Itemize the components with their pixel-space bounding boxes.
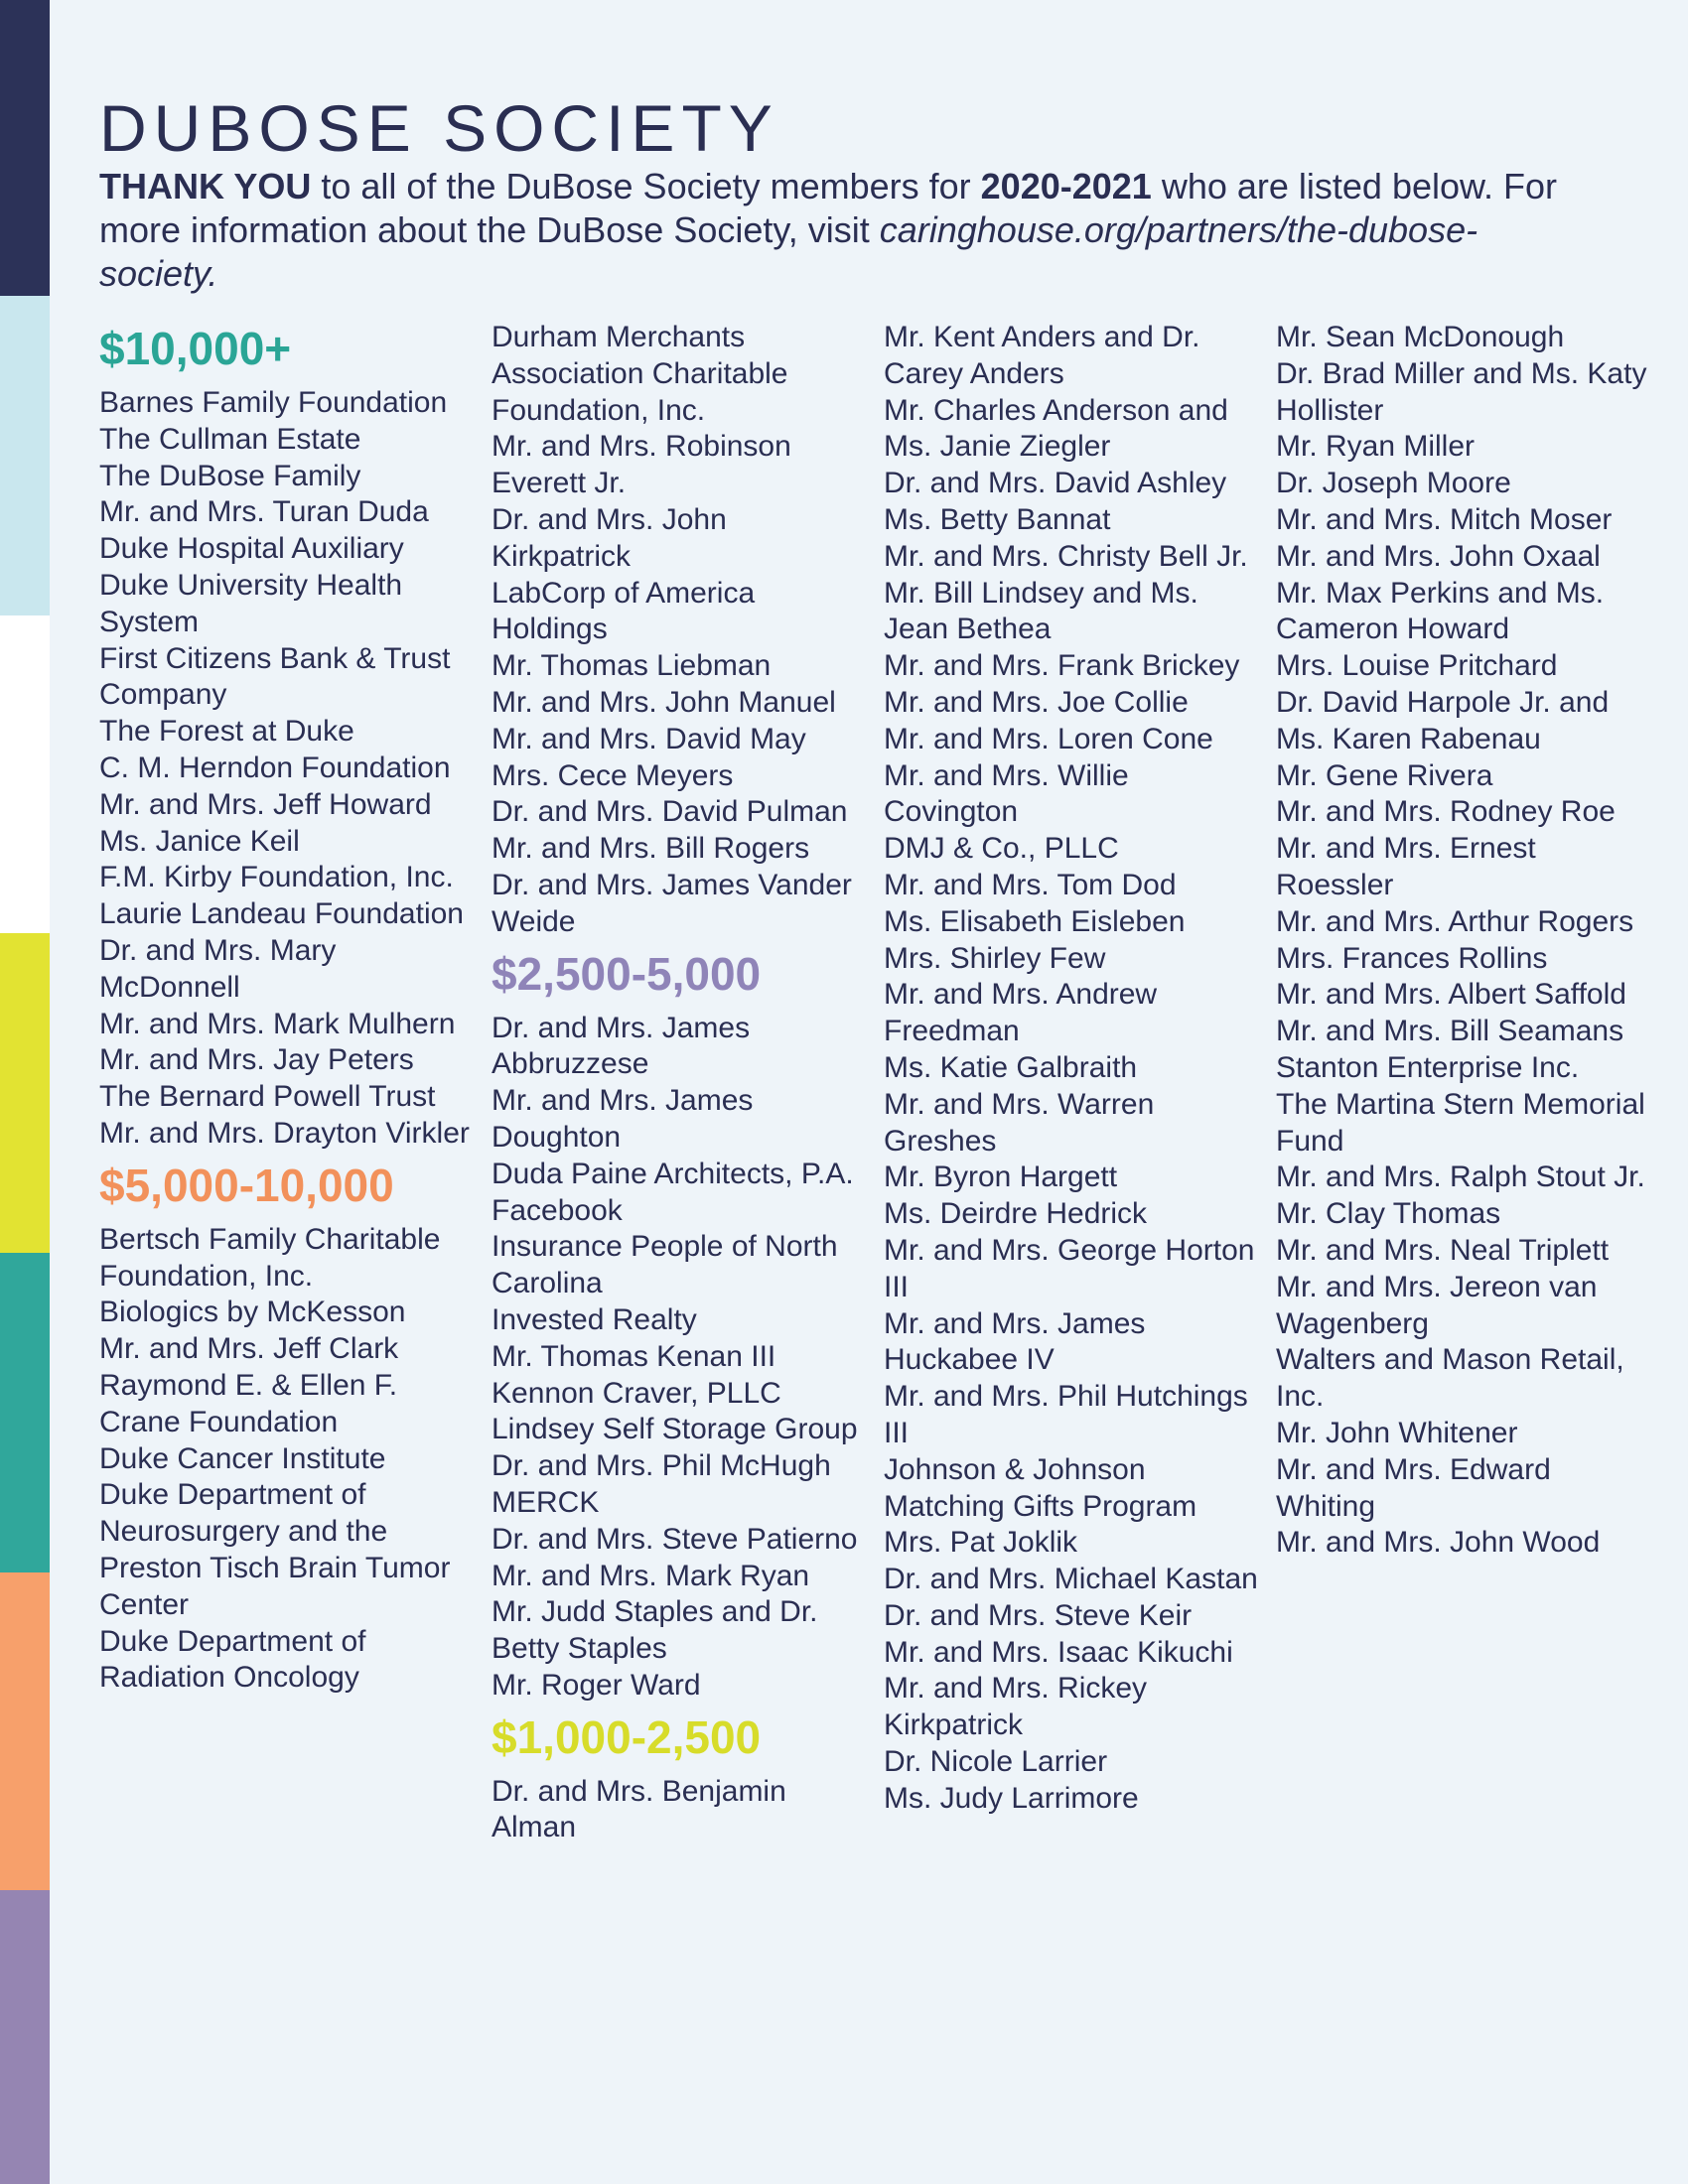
donor-name: Laurie Landeau Foundation	[99, 897, 464, 931]
donor-name: Mr. John Whitener	[1276, 1416, 1518, 1449]
donor-list-5000-col1	[99, 1222, 477, 1697]
donor-columns	[0, 320, 1688, 2126]
donor-column-2	[492, 320, 869, 1846]
donor-name: Mr. and Mrs. Jereon van Wagenberg	[1276, 1270, 1598, 1340]
donor-name: Mr. and Mrs. Warren Greshes	[884, 1087, 1155, 1158]
donor-name: Mr. and Mrs. Tom Dod	[884, 868, 1177, 901]
donor-name: Mr. Gene Rivera	[1276, 758, 1493, 792]
donor-name: Lindsey Self Storage Group	[492, 1413, 858, 1446]
donor-name: Stanton Enterprise Inc.	[1276, 1050, 1580, 1084]
donor-name: Mr. and Mrs. John Manuel	[492, 685, 836, 719]
donor-name: Facebook	[492, 1193, 623, 1227]
donor-name: Duke University Health System	[99, 568, 403, 638]
donor-name: Dr. Brad Miller and Ms. Katy Hollister	[1276, 356, 1647, 427]
donor-name: Mr. and Mrs. Bill Seamans	[1276, 1015, 1624, 1048]
donor-name: Mr. and Mrs. James Huckabee IV	[884, 1306, 1146, 1377]
donor-name: Mr. and Mrs. Robinson Everett Jr.	[492, 430, 791, 500]
color-bar-segment-navy	[0, 0, 50, 296]
donor-name: Mr. and Mrs. Rodney Roe	[1276, 795, 1616, 829]
donor-name: Mr. and Mrs. Mark Ryan	[492, 1559, 810, 1592]
donor-name: Mr. Thomas Liebman	[492, 649, 772, 683]
donor-name: Mr. and Mrs. Willie Covington	[884, 758, 1129, 829]
intro-text-2: who are listed below. For more information about the DuBose Society, visit	[99, 166, 1558, 250]
donor-name: Duke Cancer Institute	[99, 1441, 386, 1475]
donor-list-1000-col4	[1276, 320, 1653, 1562]
donor-name: Mr. and Mrs. Neal Triplett	[1276, 1233, 1610, 1267]
donor-name: Mr. and Mrs. Ralph Stout Jr.	[1276, 1160, 1645, 1194]
donor-name: Durham Merchants Association Charitable Foundation, Inc.	[492, 321, 788, 427]
donor-name: Dr. Nicole Larrier	[884, 1745, 1108, 1779]
donor-name: Ms. Janice Keil	[99, 824, 300, 858]
donor-name: Mr. and Mrs. Christy Bell Jr.	[884, 539, 1248, 573]
donor-name: Insurance People of North Carolina	[492, 1230, 838, 1300]
donor-name: Mr. and Mrs. Arthur Rogers	[1276, 904, 1634, 938]
donor-name: Mrs. Pat Joklik	[884, 1526, 1078, 1560]
donor-name: Ms. Betty Bannat	[884, 502, 1111, 536]
donor-name: Mr. Byron Hargett	[884, 1160, 1118, 1194]
donor-name: Mr. Sean McDonough	[1276, 321, 1565, 353]
donor-name: Dr. and Mrs. Benjamin Alman	[492, 1774, 786, 1844]
donor-column-3	[884, 320, 1261, 1818]
donor-name: Mr. Roger Ward	[492, 1668, 701, 1702]
donor-name: Mr. Thomas Kenan III	[492, 1339, 776, 1373]
donor-name: Mr. and Mrs. John Oxaal	[1276, 539, 1601, 573]
donor-name: Mr. and Mrs. Albert Saffold	[1276, 978, 1626, 1012]
donor-name: LabCorp of America Holdings	[492, 576, 756, 646]
donor-name: Mr. and Mrs. Mark Mulhern	[99, 1007, 456, 1040]
tier-heading-5000: $5,000-10,000	[99, 1159, 394, 1211]
donor-name: Barnes Family Foundation	[99, 386, 448, 419]
donor-name: Invested Realty	[492, 1302, 697, 1336]
intro-paragraph	[99, 165, 1569, 296]
donor-name: Dr. and Mrs. David Pulman	[492, 795, 848, 829]
donor-name: Dr. and Mrs. David Ashley	[884, 467, 1227, 500]
donor-name: Mr. Kent Anders and Dr. Carey Anders	[884, 321, 1200, 390]
donor-name: Mr. and Mrs. Mitch Moser	[1276, 502, 1613, 536]
donor-name: Mr. Charles Anderson and Ms. Janie Ziegler	[884, 393, 1228, 464]
donor-name: Mr. and Mrs. Edward Whiting	[1276, 1452, 1551, 1523]
donor-name: Ms. Katie Galbraith	[884, 1050, 1138, 1084]
donor-name: Mr. and Mrs. Jay Peters	[99, 1043, 414, 1077]
donor-name: Mr. and Mrs. Loren Cone	[884, 722, 1213, 755]
donor-name: Mr. and Mrs. Ernest Roessler	[1276, 832, 1536, 901]
donor-name: Duda Paine Architects, P.A.	[492, 1157, 854, 1190]
tier-heading-10000: $10,000+	[99, 323, 292, 374]
donor-name: Mr. and Mrs. Isaac Kikuchi	[884, 1635, 1233, 1669]
donor-name: Ms. Elisabeth Eisleben	[884, 904, 1186, 938]
tier-heading-2500: $2,500-5,000	[492, 947, 762, 1000]
donor-column-4	[1276, 320, 1653, 1562]
donor-name: The Martina Stern Memorial Fund	[1276, 1087, 1645, 1158]
donor-name: Mr. Ryan Miller	[1276, 430, 1476, 464]
donor-name: Mrs. Shirley Few	[884, 941, 1106, 975]
donor-name: Dr. and Mrs. Michael Kastan	[884, 1563, 1258, 1596]
donor-name: Dr. and Mrs. Phil McHugh	[492, 1449, 831, 1483]
donor-name: Dr. and Mrs. Mary McDonnell	[99, 933, 337, 1004]
donor-name: Duke Hospital Auxiliary	[99, 532, 404, 566]
page-title: DUBOSE SOCIETY	[99, 91, 779, 165]
donor-name: F.M. Kirby Foundation, Inc.	[99, 861, 454, 894]
donor-name: Mrs. Frances Rollins	[1276, 941, 1548, 975]
donor-name: Mr. and Mrs. Frank Brickey	[884, 649, 1240, 683]
intro-thank-you: THANK YOU	[99, 166, 312, 206]
donor-name: The Bernard Powell Trust	[99, 1080, 436, 1114]
donor-name: Mr. and Mrs. Phil Hutchings III	[884, 1380, 1248, 1449]
donor-name: Mr. Judd Staples and Dr. Betty Staples	[492, 1595, 818, 1666]
donor-name: Mr. and Mrs. Turan Duda	[99, 495, 429, 529]
donor-name: Dr. and Mrs. Steve Keir	[884, 1598, 1193, 1632]
donor-name: Mr. and Mrs. George Horton III	[884, 1233, 1255, 1303]
donor-name: Raymond E. & Ellen F. Crane Foundation	[99, 1368, 398, 1438]
donor-name: The Forest at Duke	[99, 715, 354, 749]
intro-url: caringhouse.org/partners/the-dubose-society.	[99, 209, 1478, 294]
intro-year: 2020-2021	[980, 166, 1152, 206]
donor-name: MERCK	[492, 1485, 600, 1519]
donor-name: Kennon Craver, PLLC	[492, 1376, 781, 1410]
donor-list-5000-col2	[492, 320, 869, 941]
donor-name: Mr. and Mrs. Joe Collie	[884, 685, 1189, 719]
intro-text-1: to all of the DuBose Society members for	[311, 166, 981, 206]
donor-name: Mr. and Mrs. Rickey Kirkpatrick	[884, 1672, 1148, 1742]
donor-name: Mr. and Mrs. Bill Rogers	[492, 832, 810, 866]
donor-list-1000-col2	[492, 1774, 869, 1847]
donor-name: Mr. and Mrs. John Wood	[1276, 1526, 1601, 1560]
donor-name: Mr. and Mrs. David May	[492, 722, 806, 755]
donor-name: Dr. and Mrs. James Vander Weide	[492, 868, 852, 938]
donor-name: Mr. and Mrs. James Doughton	[492, 1084, 754, 1154]
donor-name: Duke Department of Radiation Oncology	[99, 1624, 366, 1695]
donor-name: Dr. and Mrs. James Abbruzzese	[492, 1011, 751, 1081]
donor-name: Mr. Bill Lindsey and Ms. Jean Bethea	[884, 576, 1198, 646]
donor-name: Mr. and Mrs. Andrew Freedman	[884, 978, 1158, 1048]
donor-name: Ms. Judy Larrimore	[884, 1781, 1139, 1815]
donor-name: First Citizens Bank & Trust Company	[99, 641, 451, 712]
donor-name: DMJ & Co., PLLC	[884, 832, 1119, 866]
donor-name: The DuBose Family	[99, 459, 361, 492]
donor-name: Duke Department of Neurosurgery and the Preston Tisch Brain Tumor Center	[99, 1478, 451, 1621]
donor-list-2500	[492, 1011, 869, 1705]
donor-name: Ms. Deirdre Hedrick	[884, 1197, 1148, 1231]
donor-name: Dr. David Harpole Jr. and Ms. Karen Rabenau	[1276, 685, 1610, 755]
donor-name: Johnson & Johnson Matching Gifts Program	[884, 1452, 1197, 1523]
donor-name: C. M. Herndon Foundation	[99, 751, 451, 784]
donor-name: Mr. Max Perkins and Ms. Cameron Howard	[1276, 576, 1605, 646]
donor-name: Mrs. Louise Pritchard	[1276, 649, 1558, 683]
donor-name: Mrs. Cece Meyers	[492, 758, 734, 792]
donor-column-1	[99, 320, 477, 1697]
donor-list-10000	[99, 385, 477, 1153]
donor-name: Mr. and Mrs. Jeff Howard	[99, 787, 432, 821]
donor-name: Walters and Mason Retail, Inc.	[1276, 1343, 1624, 1414]
tier-heading-1000: $1,000-2,500	[492, 1710, 762, 1763]
donor-list-1000-col3	[884, 320, 1261, 1818]
donor-name: Biologics by McKesson	[99, 1296, 406, 1329]
donor-name: Mr. and Mrs. Jeff Clark	[99, 1332, 399, 1366]
donor-name: Dr. Joseph Moore	[1276, 467, 1511, 500]
donor-name: Mr. Clay Thomas	[1276, 1197, 1501, 1231]
donor-name: Bertsch Family Charitable Foundation, Inc.	[99, 1222, 441, 1293]
donor-name: The Cullman Estate	[99, 422, 361, 456]
donor-name: Dr. and Mrs. John Kirkpatrick	[492, 502, 727, 573]
donor-name: Mr. and Mrs. Drayton Virkler	[99, 1116, 470, 1150]
donor-name: Dr. and Mrs. Steve Patierno	[492, 1522, 858, 1556]
